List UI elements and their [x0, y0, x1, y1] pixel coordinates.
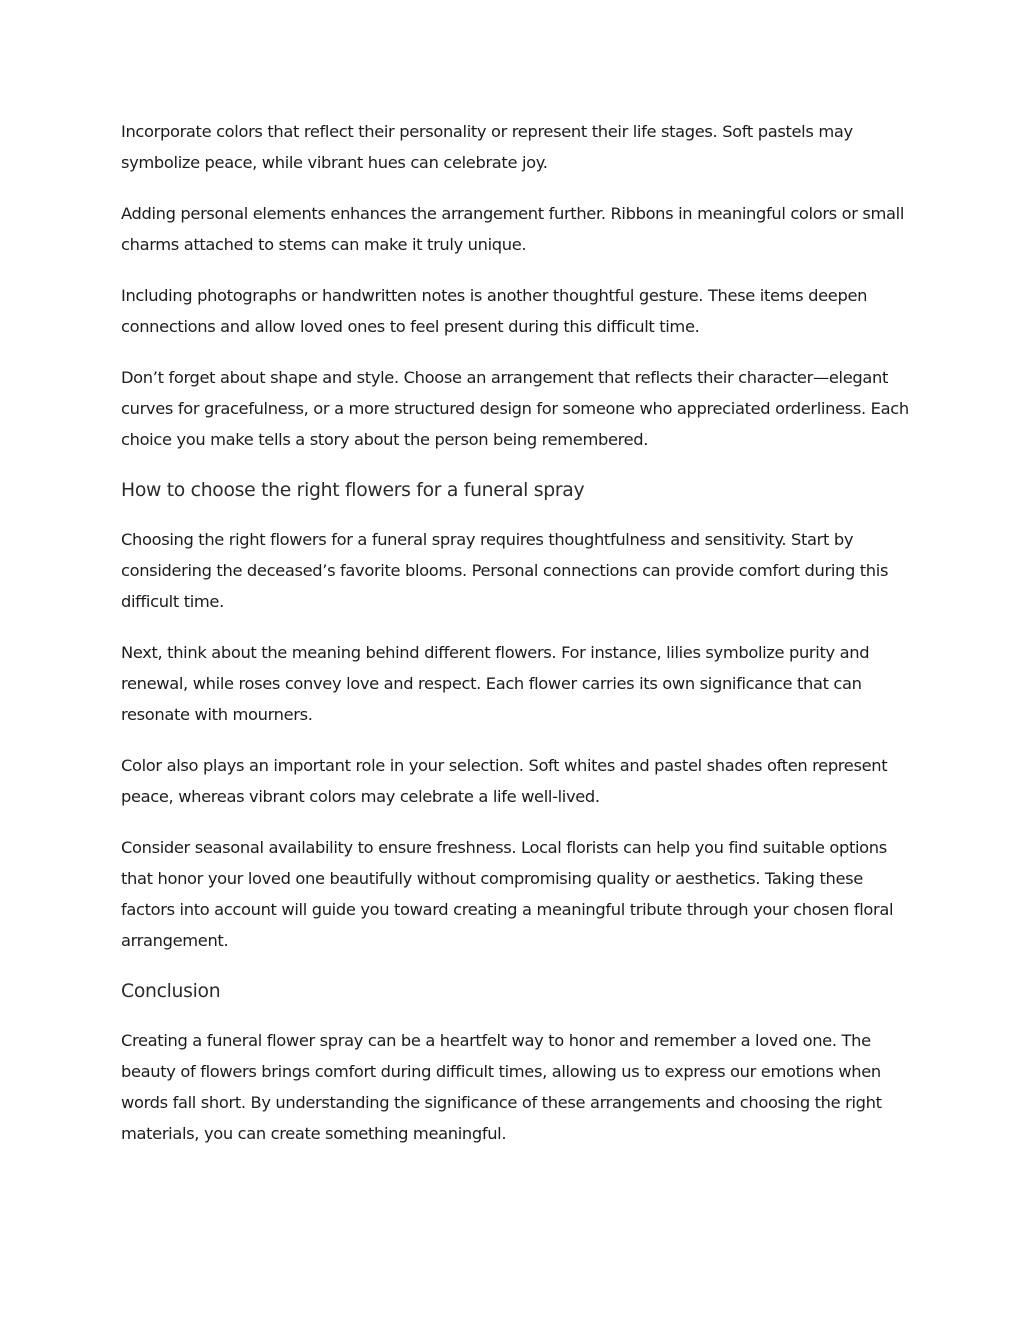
paragraph: Creating a funeral flower spray can be a heartfelt way to honor and remember a loved one. The beauty of flowers brings comfort during difficult times, allowing us to express our emotions when words fall short. By understanding the significance of these arrangements and choosing the right materials, you can create something meaningful. — [121, 1031, 882, 1143]
paragraph: Don’t forget about shape and style. Choose an arrangement that reflects their character—elegant curves for gracefulness, or a more structured design for someone who appreciated orderliness. Each choice you make tells a story about the person being remembered. — [121, 368, 909, 449]
section-heading: Conclusion — [121, 981, 221, 1002]
paragraph: Next, think about the meaning behind different flowers. For instance, lilies symbolize purity and renewal, while roses convey love and respect. Each flower carries its own significance that can resonate with mourners. — [121, 643, 870, 724]
conclusion-section — [121, 976, 911, 1149]
choose-flowers-section — [121, 475, 911, 956]
paragraph: Choosing the right flowers for a funeral spray requires thoughtfulness and sensitivity. Start by considering the deceased’s favorite blooms. Personal connections can provide comfort during this difficult time. — [121, 530, 889, 611]
section-heading: How to choose the right flowers for a funeral spray — [121, 480, 585, 501]
paragraph: Including photographs or handwritten notes is another thoughtful gesture. These items deepen connections and allow loved ones to feel present during this difficult time. — [121, 286, 868, 336]
paragraph: Color also plays an important role in your selection. Soft whites and pastel shades often represent peace, whereas vibrant colors may celebrate a life well-lived. — [121, 756, 888, 806]
paragraph: Adding personal elements enhances the arrangement further. Ribbons in meaningful colors or small charms attached to stems can make it truly unique. — [121, 204, 905, 254]
intro-section — [121, 116, 911, 455]
paragraph: Incorporate colors that reflect their personality or represent their life stages. Soft pastels may symbolize peace, while vibrant hues can celebrate joy. — [121, 122, 853, 172]
document-page — [121, 116, 911, 1169]
paragraph: Consider seasonal availability to ensure freshness. Local florists can help you find suitable options that honor your loved one beautifully without compromising quality or aesthetics. Taking these factors into account will guide you toward creating a meaningful tribute through your chosen floral arrangement. — [121, 838, 894, 950]
